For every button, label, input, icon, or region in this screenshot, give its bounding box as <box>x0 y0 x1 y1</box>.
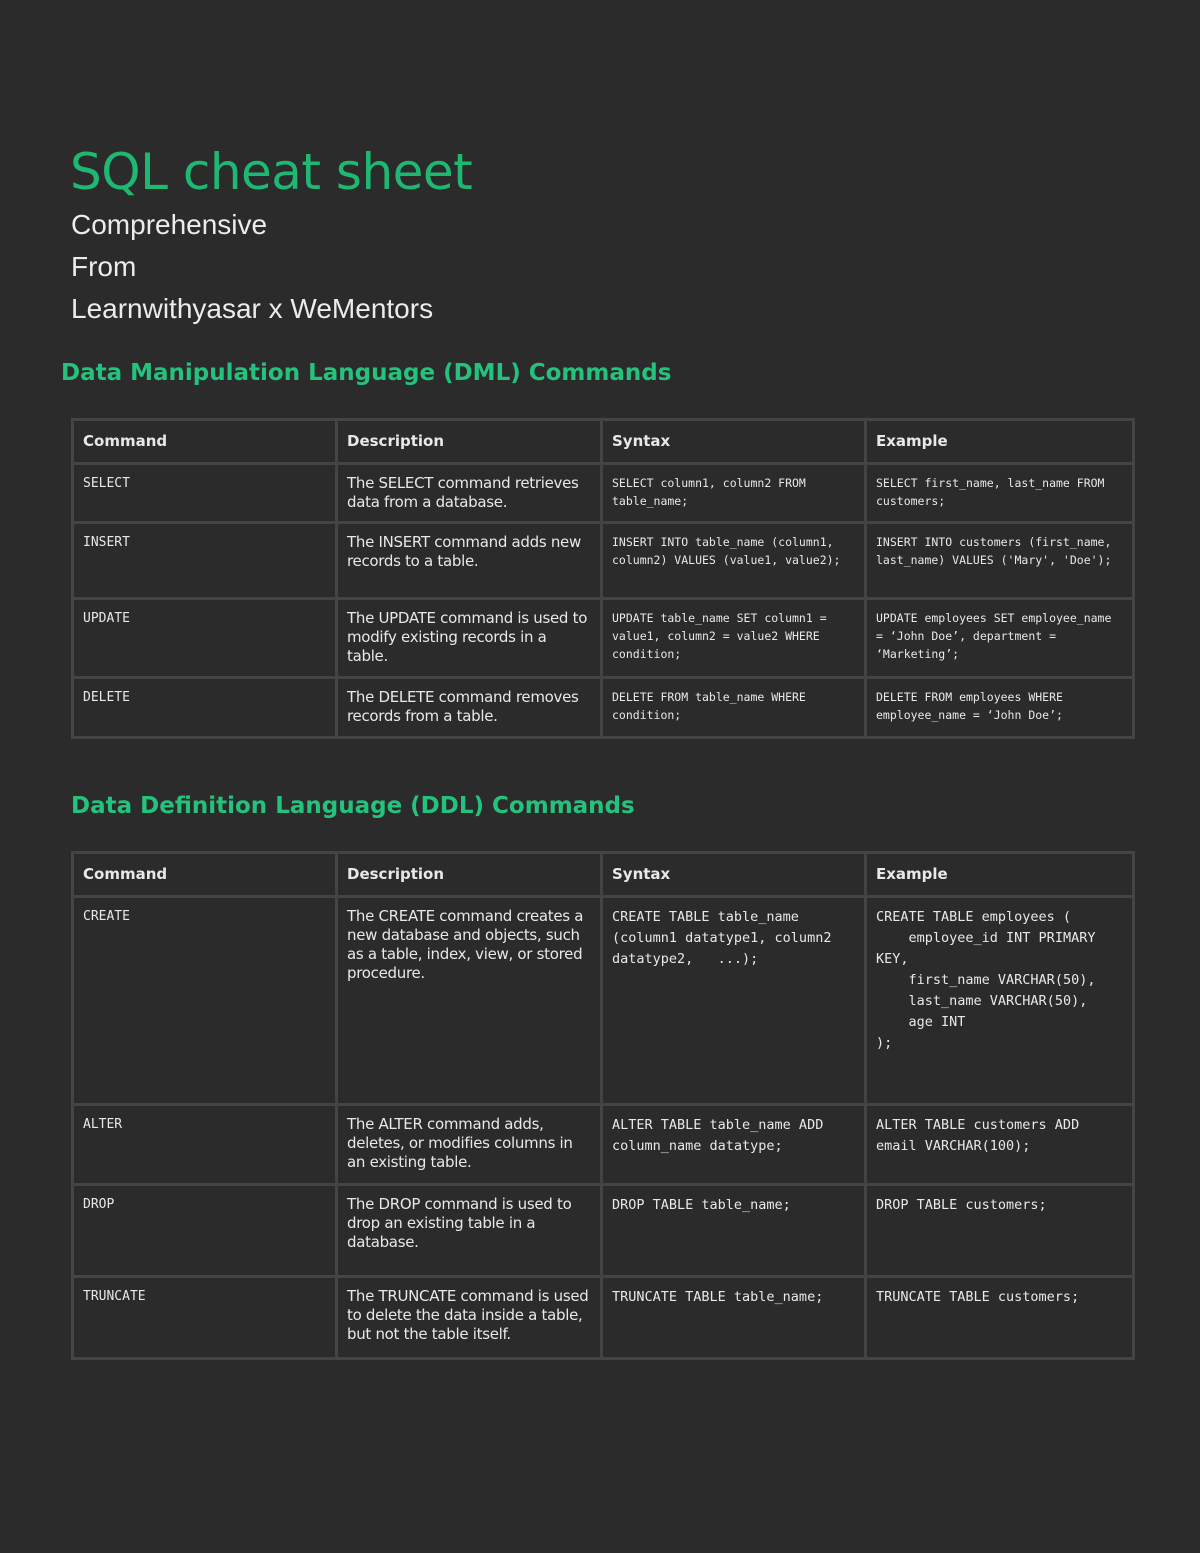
table-row <box>73 464 1134 523</box>
syntax-cell: CREATE TABLE table_name (column1 datatype1, column2 datatype2, ...); <box>602 897 866 1105</box>
subtitle-line-2: From <box>71 251 137 282</box>
ddl-commands-table <box>71 851 1135 1360</box>
description-cell: The DELETE command removes records from a table. <box>337 678 602 738</box>
syntax-cell: SELECT column1, column2 FROM table_name; <box>602 464 866 523</box>
dml-section-heading: Data Manipulation Language (DML) Commands <box>61 360 672 386</box>
column-header-description: Description <box>337 420 602 464</box>
example-cell: INSERT INTO customers (first_name, last_name) VALUES ('Mary', 'Doe'); <box>866 523 1134 599</box>
syntax-cell: TRUNCATE TABLE table_name; <box>602 1277 866 1359</box>
syntax-cell: ALTER TABLE table_name ADD column_name datatype; <box>602 1105 866 1185</box>
example-cell: SELECT first_name, last_name FROM customers; <box>866 464 1134 523</box>
column-header-command: Command <box>73 853 337 897</box>
command-cell: UPDATE <box>73 599 337 678</box>
command-cell: DROP <box>73 1185 337 1277</box>
column-header-description: Description <box>337 853 602 897</box>
syntax-cell: DELETE FROM table_name WHERE condition; <box>602 678 866 738</box>
example-cell: ALTER TABLE customers ADD email VARCHAR(100); <box>866 1105 1134 1185</box>
table-row <box>73 599 1134 678</box>
column-header-example: Example <box>866 853 1134 897</box>
table-row <box>73 897 1134 1105</box>
table-header-row <box>73 420 1134 464</box>
example-cell: TRUNCATE TABLE customers; <box>866 1277 1134 1359</box>
column-header-command: Command <box>73 420 337 464</box>
syntax-cell: UPDATE table_name SET column1 = value1, column2 = value2 WHERE condition; <box>602 599 866 678</box>
description-cell: The UPDATE command is used to modify existing records in a table. <box>337 599 602 678</box>
description-cell: The INSERT command adds new records to a table. <box>337 523 602 599</box>
description-cell: The SELECT command retrieves data from a database. <box>337 464 602 523</box>
table-row <box>73 678 1134 738</box>
table-row <box>73 1185 1134 1277</box>
subtitle-line-3: Learnwithyasar x WeMentors <box>71 293 434 324</box>
command-cell: INSERT <box>73 523 337 599</box>
example-cell: CREATE TABLE employees ( employee_id INT PRIMARY KEY, first_name VARCHAR(50), last_name VARCHAR(50), age INT ); <box>866 897 1134 1105</box>
dml-commands-table <box>71 418 1135 739</box>
page-title: SQL cheat sheet <box>70 143 473 201</box>
ddl-section-heading: Data Definition Language (DDL) Commands <box>71 793 635 819</box>
syntax-cell: DROP TABLE table_name; <box>602 1185 866 1277</box>
description-cell: The TRUNCATE command is used to delete the data inside a table, but not the table itself. <box>337 1277 602 1359</box>
command-cell: DELETE <box>73 678 337 738</box>
table-header-row <box>73 853 1134 897</box>
example-cell: DELETE FROM employees WHERE employee_name = ‘John Doe’; <box>866 678 1134 738</box>
command-cell: CREATE <box>73 897 337 1105</box>
column-header-syntax: Syntax <box>602 853 866 897</box>
subtitle-line-1: Comprehensive <box>71 209 268 240</box>
command-cell: TRUNCATE <box>73 1277 337 1359</box>
example-cell: DROP TABLE customers; <box>866 1185 1134 1277</box>
command-cell: SELECT <box>73 464 337 523</box>
example-cell: UPDATE employees SET employee_name = ‘John Doe’, department = ‘Marketing’; <box>866 599 1134 678</box>
table-row <box>73 1105 1134 1185</box>
syntax-cell: INSERT INTO table_name (column1, column2) VALUES (value1, value2); <box>602 523 866 599</box>
table-row <box>73 523 1134 599</box>
description-cell: The CREATE command creates a new database and objects, such as a table, index, view, or stored procedure. <box>337 897 602 1105</box>
description-cell: The ALTER command adds, deletes, or modifies columns in an existing table. <box>337 1105 602 1185</box>
column-header-example: Example <box>866 420 1134 464</box>
description-cell: The DROP command is used to drop an existing table in a database. <box>337 1185 602 1277</box>
table-row <box>73 1277 1134 1359</box>
column-header-syntax: Syntax <box>602 420 866 464</box>
command-cell: ALTER <box>73 1105 337 1185</box>
